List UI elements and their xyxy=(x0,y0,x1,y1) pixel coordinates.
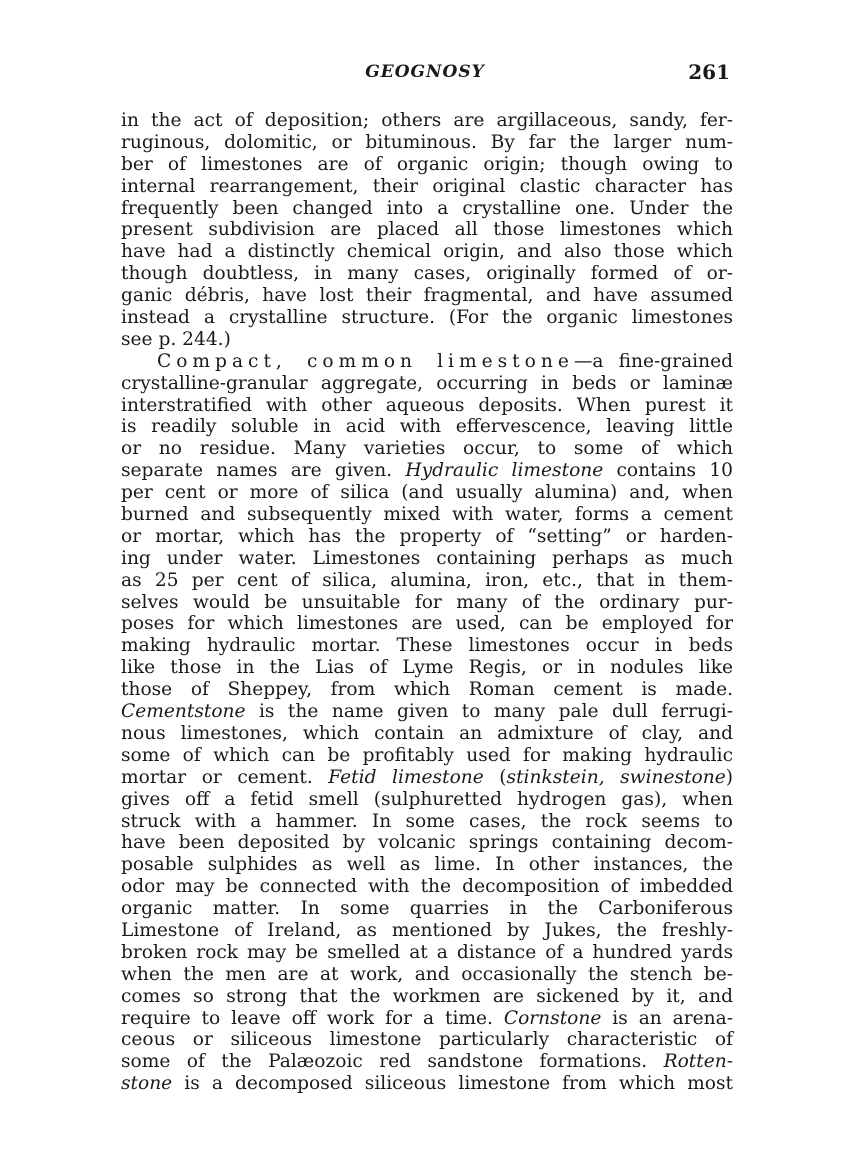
term-hydraulic-limestone: Hydraulic limestone xyxy=(405,460,604,482)
text-line: or mortar, which has the property of “setting” or harden- xyxy=(121,525,733,547)
text-line: nous limestones, which contain an admixture of clay, and xyxy=(121,722,733,744)
term-fetid-limestone: Fetid limestone xyxy=(328,766,484,788)
paragraph-end-line: see p. 244.) xyxy=(121,328,231,350)
text-line: some of which can be profitably used for making hydraulic xyxy=(121,744,733,766)
page-header xyxy=(120,62,730,92)
text-line: or no residue. Many varieties occur, to some of which xyxy=(121,438,733,460)
text-line: separate names are given. Hydraulic limestone contains 10 xyxy=(121,460,733,482)
text-line: ing under water. Limestones containing perhaps as much xyxy=(121,547,733,569)
text-line: crystalline-granular aggregate, occurring in beds or laminæ xyxy=(121,372,733,394)
text-line: poses for which limestones are used, can be employed for xyxy=(121,613,733,635)
text-line: require to leave off work for a time. Cornstone is an arena- xyxy=(121,1007,733,1029)
text-line: ganic débris, have lost their fragmental, and have assumed xyxy=(121,285,733,307)
text-line: instead a crystalline structure. (For the organic limestones xyxy=(121,307,733,329)
text-line: have been deposited by volcanic springs containing decom- xyxy=(121,832,733,854)
text-line: interstratified with other aqueous deposits. When purest it xyxy=(121,394,733,416)
text-line: gives off a fetid smell (sulphuretted hydrogen gas), when xyxy=(121,788,733,810)
text-line: is readily soluble in acid with effervescence, leaving little xyxy=(121,416,733,438)
text-line: per cent or more of silica (and usually alumina) and, when xyxy=(121,482,733,504)
text-line: organic matter. In some quarries in the Carboniferous xyxy=(121,898,733,920)
text-line: ceous or siliceous limestone particularly characteristic of xyxy=(121,1029,733,1051)
text-line: those of Sheppey, from which Roman cement is made. xyxy=(121,679,733,701)
text-line: struck with a hammer. In some cases, the rock seems to xyxy=(121,810,733,832)
text-line: mortar or cement. Fetid limestone (stinkstein, swinestone) xyxy=(121,766,733,788)
text-line: burned and subsequently mixed with water, forms a cement xyxy=(121,504,733,526)
text-line: when the men are at work, and occasionally the stench be- xyxy=(121,963,733,985)
term-cornstone: Cornstone xyxy=(503,1007,602,1029)
text-line: though doubtless, in many cases, originally formed of or- xyxy=(121,263,733,285)
text-line: comes so strong that the workmen are sickened by it, and xyxy=(121,985,733,1007)
text-line: stone is a decomposed siliceous limestone from which most xyxy=(121,1073,733,1095)
text-line: odor may be connected with the decomposition of imbedded xyxy=(121,876,733,898)
term-stinkstein: stinkstein, swinestone xyxy=(506,766,726,788)
term-cementstone: Cementstone xyxy=(121,701,246,723)
text-line: Cementstone is the name given to many pale dull ferrugi- xyxy=(121,701,733,723)
text-line: like those in the Lias of Lyme Regis, or in nodules like xyxy=(121,657,733,679)
running-head: GEOGNOSY xyxy=(365,62,485,82)
text-line: selves would be unsuitable for many of the ordinary pur- xyxy=(121,591,733,613)
page-number: 261 xyxy=(688,60,730,84)
body-text xyxy=(121,110,733,1095)
text-line: broken rock may be smelled at a distance of a hundred yards xyxy=(121,941,733,963)
text-line: have had a distinctly chemical origin, and also those which xyxy=(121,241,733,263)
term-rottenstone: Rotten- xyxy=(663,1051,733,1073)
text-line: Limestone of Ireland, as mentioned by Jukes, the freshly- xyxy=(121,919,733,941)
term-compact-limestone: Compact, common limestone xyxy=(157,350,574,372)
text-line: in the act of deposition; others are argillaceous, sandy, fer- xyxy=(121,110,733,131)
text-line: present subdivision are placed all those limestones which xyxy=(121,219,733,241)
text-line: making hydraulic mortar. These limestones occur in beds xyxy=(121,635,733,657)
text-line: internal rearrangement, their original clastic character has xyxy=(121,175,733,197)
text-line: frequently been changed into a crystalline one. Under the xyxy=(121,197,733,219)
text-line: some of the Palæozoic red sandstone formations. Rotten- xyxy=(121,1051,733,1073)
text-line: posable sulphides as well as lime. In other instances, the xyxy=(121,854,733,876)
text-line: ruginous, dolomitic, or bituminous. By far the larger num- xyxy=(121,131,733,153)
section-heading-line: Compact, common limestone—a fine-grained xyxy=(157,350,733,372)
text-line: as 25 per cent of silica, alumina, iron, etc., that in them- xyxy=(121,569,733,591)
text-line: ber of limestones are of organic origin; though owing to xyxy=(121,153,733,175)
term-rottenstone-cont: stone xyxy=(121,1073,173,1095)
